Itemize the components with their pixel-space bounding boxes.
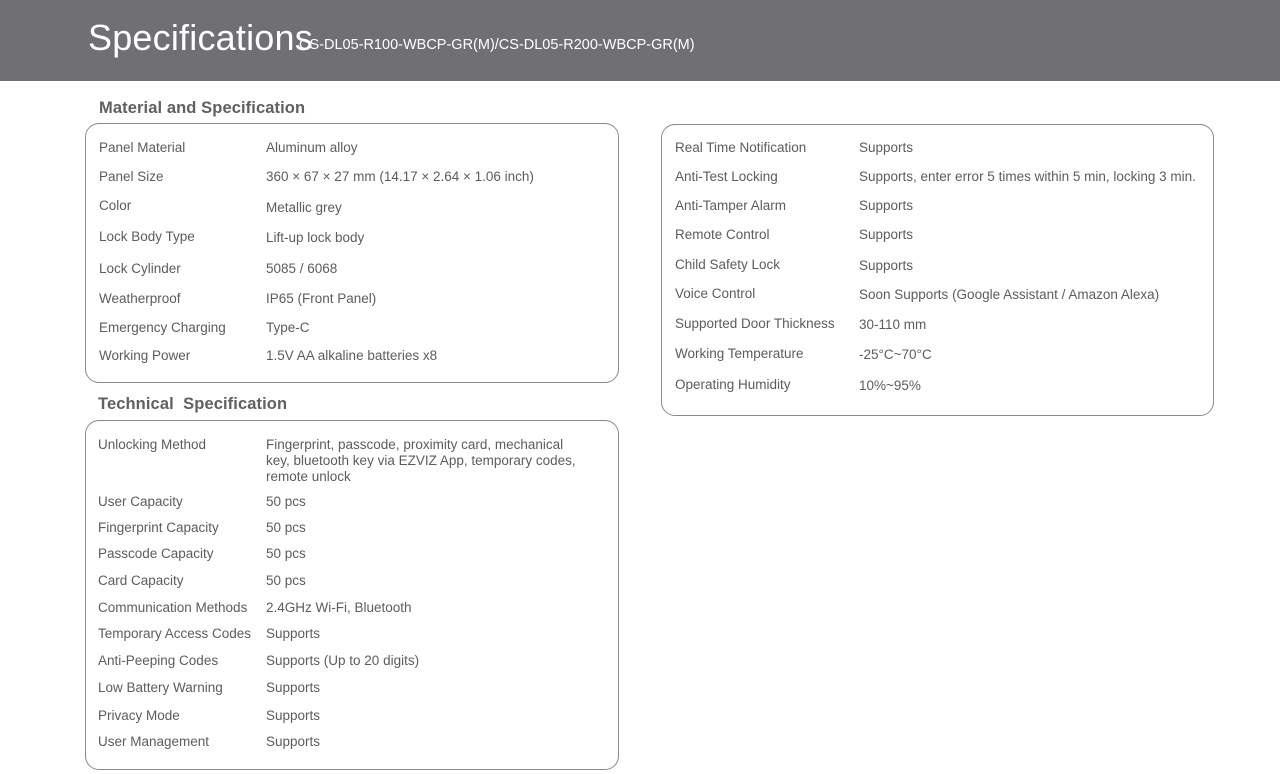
spec-value: Metallic grey: [266, 200, 342, 215]
spec-value: 50 pcs: [266, 494, 306, 509]
spec-value: Supports: [266, 708, 321, 723]
spec-label: Working Power: [99, 348, 191, 363]
spec-value: 360 × 67 × 27 mm (14.17 × 2.64 × 1.06 inch): [266, 169, 534, 184]
spec-label: Operating Humidity: [675, 377, 791, 392]
spec-value: 50 pcs: [266, 520, 306, 535]
spec-label: Lock Cylinder: [99, 261, 181, 276]
spec-value: Supports: [859, 258, 914, 273]
spec-value: 50 pcs: [266, 573, 306, 588]
spec-label: Color: [99, 198, 132, 213]
spec-value: Supports: [266, 680, 321, 695]
spec-label: User Management: [98, 734, 210, 749]
spec-value: Aluminum alloy: [266, 140, 358, 155]
spec-value: Supports: [266, 734, 321, 749]
spec-label: Working Temperature: [675, 346, 804, 361]
features-spec-box: [661, 124, 1214, 416]
spec-label: Supported Door Thickness: [675, 316, 835, 331]
spec-label: Emergency Charging: [99, 320, 226, 335]
technical-spec-box: [85, 420, 619, 770]
spec-value: Type-C: [266, 320, 310, 335]
spec-value: 30-110 mm: [859, 317, 927, 332]
spec-label: Low Battery Warning: [98, 680, 223, 695]
spec-value: Fingerprint, passcode, proximity card, mechanical key, bluetooth key via EZVIZ App, temporary codes, remote unlock: [266, 437, 576, 484]
spec-label: User Capacity: [98, 494, 183, 509]
spec-label: Anti-Peeping Codes: [98, 653, 219, 668]
spec-value: IP65 (Front Panel): [266, 291, 377, 306]
page-title: Specifications: [88, 17, 313, 58]
spec-label: Remote Control: [675, 227, 770, 242]
spec-label: Privacy Mode: [98, 708, 180, 723]
spec-label: Panel Material: [99, 140, 186, 155]
spec-value: Supports: [859, 227, 914, 242]
spec-value: Supports (Up to 20 digits): [266, 653, 420, 668]
technical-section-title: Technical Specification: [98, 395, 288, 413]
spec-label: Anti-Test Locking: [675, 169, 778, 184]
spec-value: Lift-up lock body: [266, 230, 365, 245]
model-number: CS-DL05-R100-WBCP-GR(M)/CS-DL05-R200-WBCP-GR(M): [299, 37, 695, 53]
spec-value: 2.4GHz Wi-Fi, Bluetooth: [266, 600, 412, 615]
spec-label: Communication Methods: [98, 600, 248, 615]
spec-value: 5085 / 6068: [266, 261, 338, 276]
material-spec-box: [85, 123, 619, 383]
spec-label: Temporary Access Codes: [98, 626, 252, 641]
spec-label: Child Safety Lock: [675, 257, 781, 272]
spec-value: Supports: [859, 140, 914, 155]
spec-label: Weatherproof: [99, 291, 181, 306]
spec-value: Supports: [859, 198, 914, 213]
spec-label: Unlocking Method: [98, 437, 207, 452]
spec-value: Supports: [266, 626, 321, 641]
spec-value: Supports, enter error 5 times within 5 min, locking 3 min.: [859, 169, 1196, 184]
spec-label: Lock Body Type: [99, 229, 195, 244]
spec-value: Soon Supports (Google Assistant / Amazon Alexa): [859, 287, 1160, 302]
spec-label: Voice Control: [675, 286, 756, 301]
spec-label: Card Capacity: [98, 573, 184, 588]
spec-label: Anti-Tamper Alarm: [675, 198, 787, 213]
spec-label: Passcode Capacity: [98, 546, 214, 561]
spec-value: 50 pcs: [266, 546, 306, 561]
spec-label: Fingerprint Capacity: [98, 520, 219, 535]
spec-label: Panel Size: [99, 169, 164, 184]
spec-value: -25°C~70°C: [859, 347, 932, 362]
spec-value: 1.5V AA alkaline batteries x8: [266, 348, 438, 363]
spec-value: 10%~95%: [859, 378, 921, 393]
spec-label: Real Time Notification: [675, 140, 807, 155]
material-section-title: Material and Specification: [99, 99, 306, 117]
page-header: [0, 0, 1280, 81]
